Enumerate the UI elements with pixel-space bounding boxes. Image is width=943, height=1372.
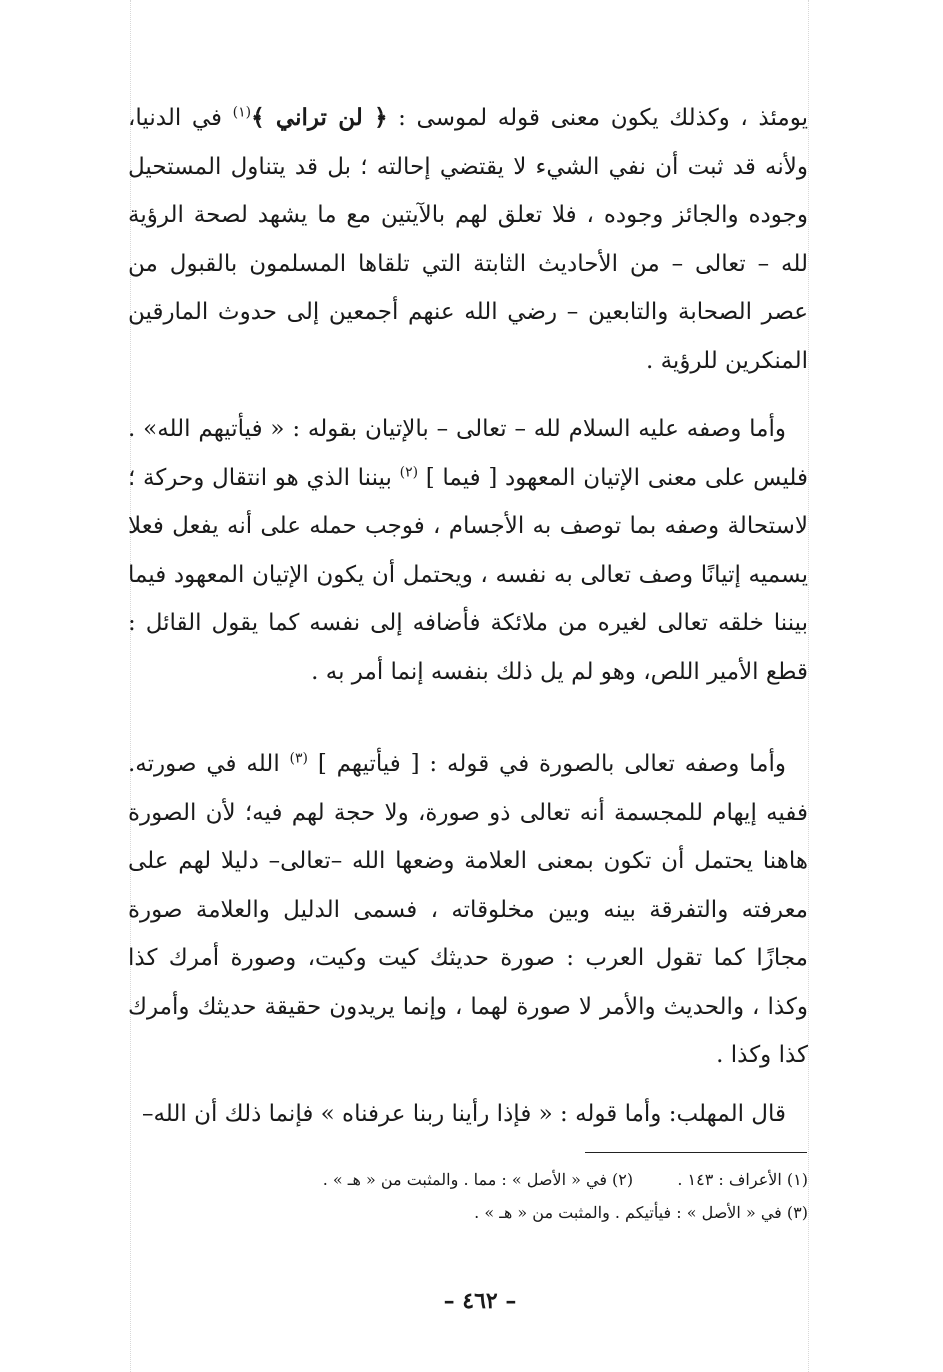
- scan-guide-line: [808, 0, 809, 1372]
- footnotes: [128, 1163, 808, 1229]
- paragraph-3-text-end: الله في صورته. ففيه إيهام للمجسمة أنه تعالى ذو صورة، ولا حجة لهم فيه؛ لأن الصورة هاهنا يحتمل أن تكون بمعنى العلامة وضعها الله –تعالى– دليلا لهم على معرفته والتفرقة بينه وبين مخلوقاته ، فسمى الدليل والعلامة صورة مجازًا كما تقول العرب : صورة حديثك كيت وكيت، وصورة أمرك كذا وكذا ، والحديث والأمر لا صورة لهما ، وإنما يريدون حقيقة حديثك وأمرك كذا وكذا .: [128, 751, 808, 1068]
- quran-quote: ﴿ لن تراني ﴾: [251, 104, 388, 131]
- footnote-2: (٢) في « الأصل » : مما . والمثبت من « هـ » .: [322, 1170, 634, 1189]
- paragraph-2-text-start: وأما وصفه عليه السلام لله – تعالى – بالإتيان بقوله : « فيأتيهم الله» . فليس على معنى الإتيان المعهود [ فيما ]: [128, 416, 808, 491]
- paragraph-1-text-end: في الدنيا، ولأنه قد ثبت أن نفي الشيء لا يقتضي إحالته ؛ بل قد يتناول المستحيل وجوده والجائز وجوده ، فلا تعلق لهم بالآيتين مع ما يشهد لصحة الرؤية لله – تعالى – من الأحاديث الثابتة التي تلقاها المسلمون بالقبول من عصر الصحابة والتابعين – رضي الله عنهم أجمعين إلى حدوث المارقين المنكرين للرؤية .: [128, 105, 808, 374]
- paragraph-4-text: قال المهلب: وأما قوله : « فإذا رأينا ربنا عرفناه » فإنما ذلك أن الله–: [141, 1101, 786, 1127]
- paragraph-3: [128, 740, 808, 1080]
- footnote-ref-1: (١): [232, 104, 252, 121]
- paragraph-2: [128, 405, 808, 696]
- footnote-ref-3: (٣): [289, 750, 308, 767]
- paragraph-1-text-start: يومئذ ، وكذلك يكون معنى قوله لموسى :: [387, 105, 809, 131]
- footnote-3: (٣) في « الأصل » : فيأتيكم . والمثبت من « هـ » .: [474, 1203, 808, 1222]
- footnote-separator: [585, 1152, 807, 1153]
- footnote-line-1: [128, 1163, 808, 1196]
- paragraph-4: [128, 1090, 808, 1139]
- paragraph-2-text-end: بيننا الذي هو انتقال وحركة ؛ لاستحالة وصفه بما توصف به الأجسام ، فوجب حمله على أنه يفعل فعلا يسميه إتيانًا وصف تعالى به نفسه ، ويحتمل أن يكون الإتيان المعهود فيما بيننا خلقه تعالى لغيره من ملائكة فأضافه إلى نفسه كما يقول القائل : قطع الأمير اللص، وهو لم يل ذلك بنفسه إنما أمر به .: [128, 464, 808, 685]
- footnote-1: (١) الأعراف : ١٤٣ .: [677, 1170, 808, 1189]
- paragraph-3-text-start: وأما وصفه تعالى بالصورة في قوله : [ فيأتيهم ]: [308, 751, 786, 777]
- footnote-ref-2: (٢): [399, 463, 419, 480]
- paragraph-1: [128, 94, 808, 385]
- page-number: – ٤٦٢ –: [443, 1288, 517, 1314]
